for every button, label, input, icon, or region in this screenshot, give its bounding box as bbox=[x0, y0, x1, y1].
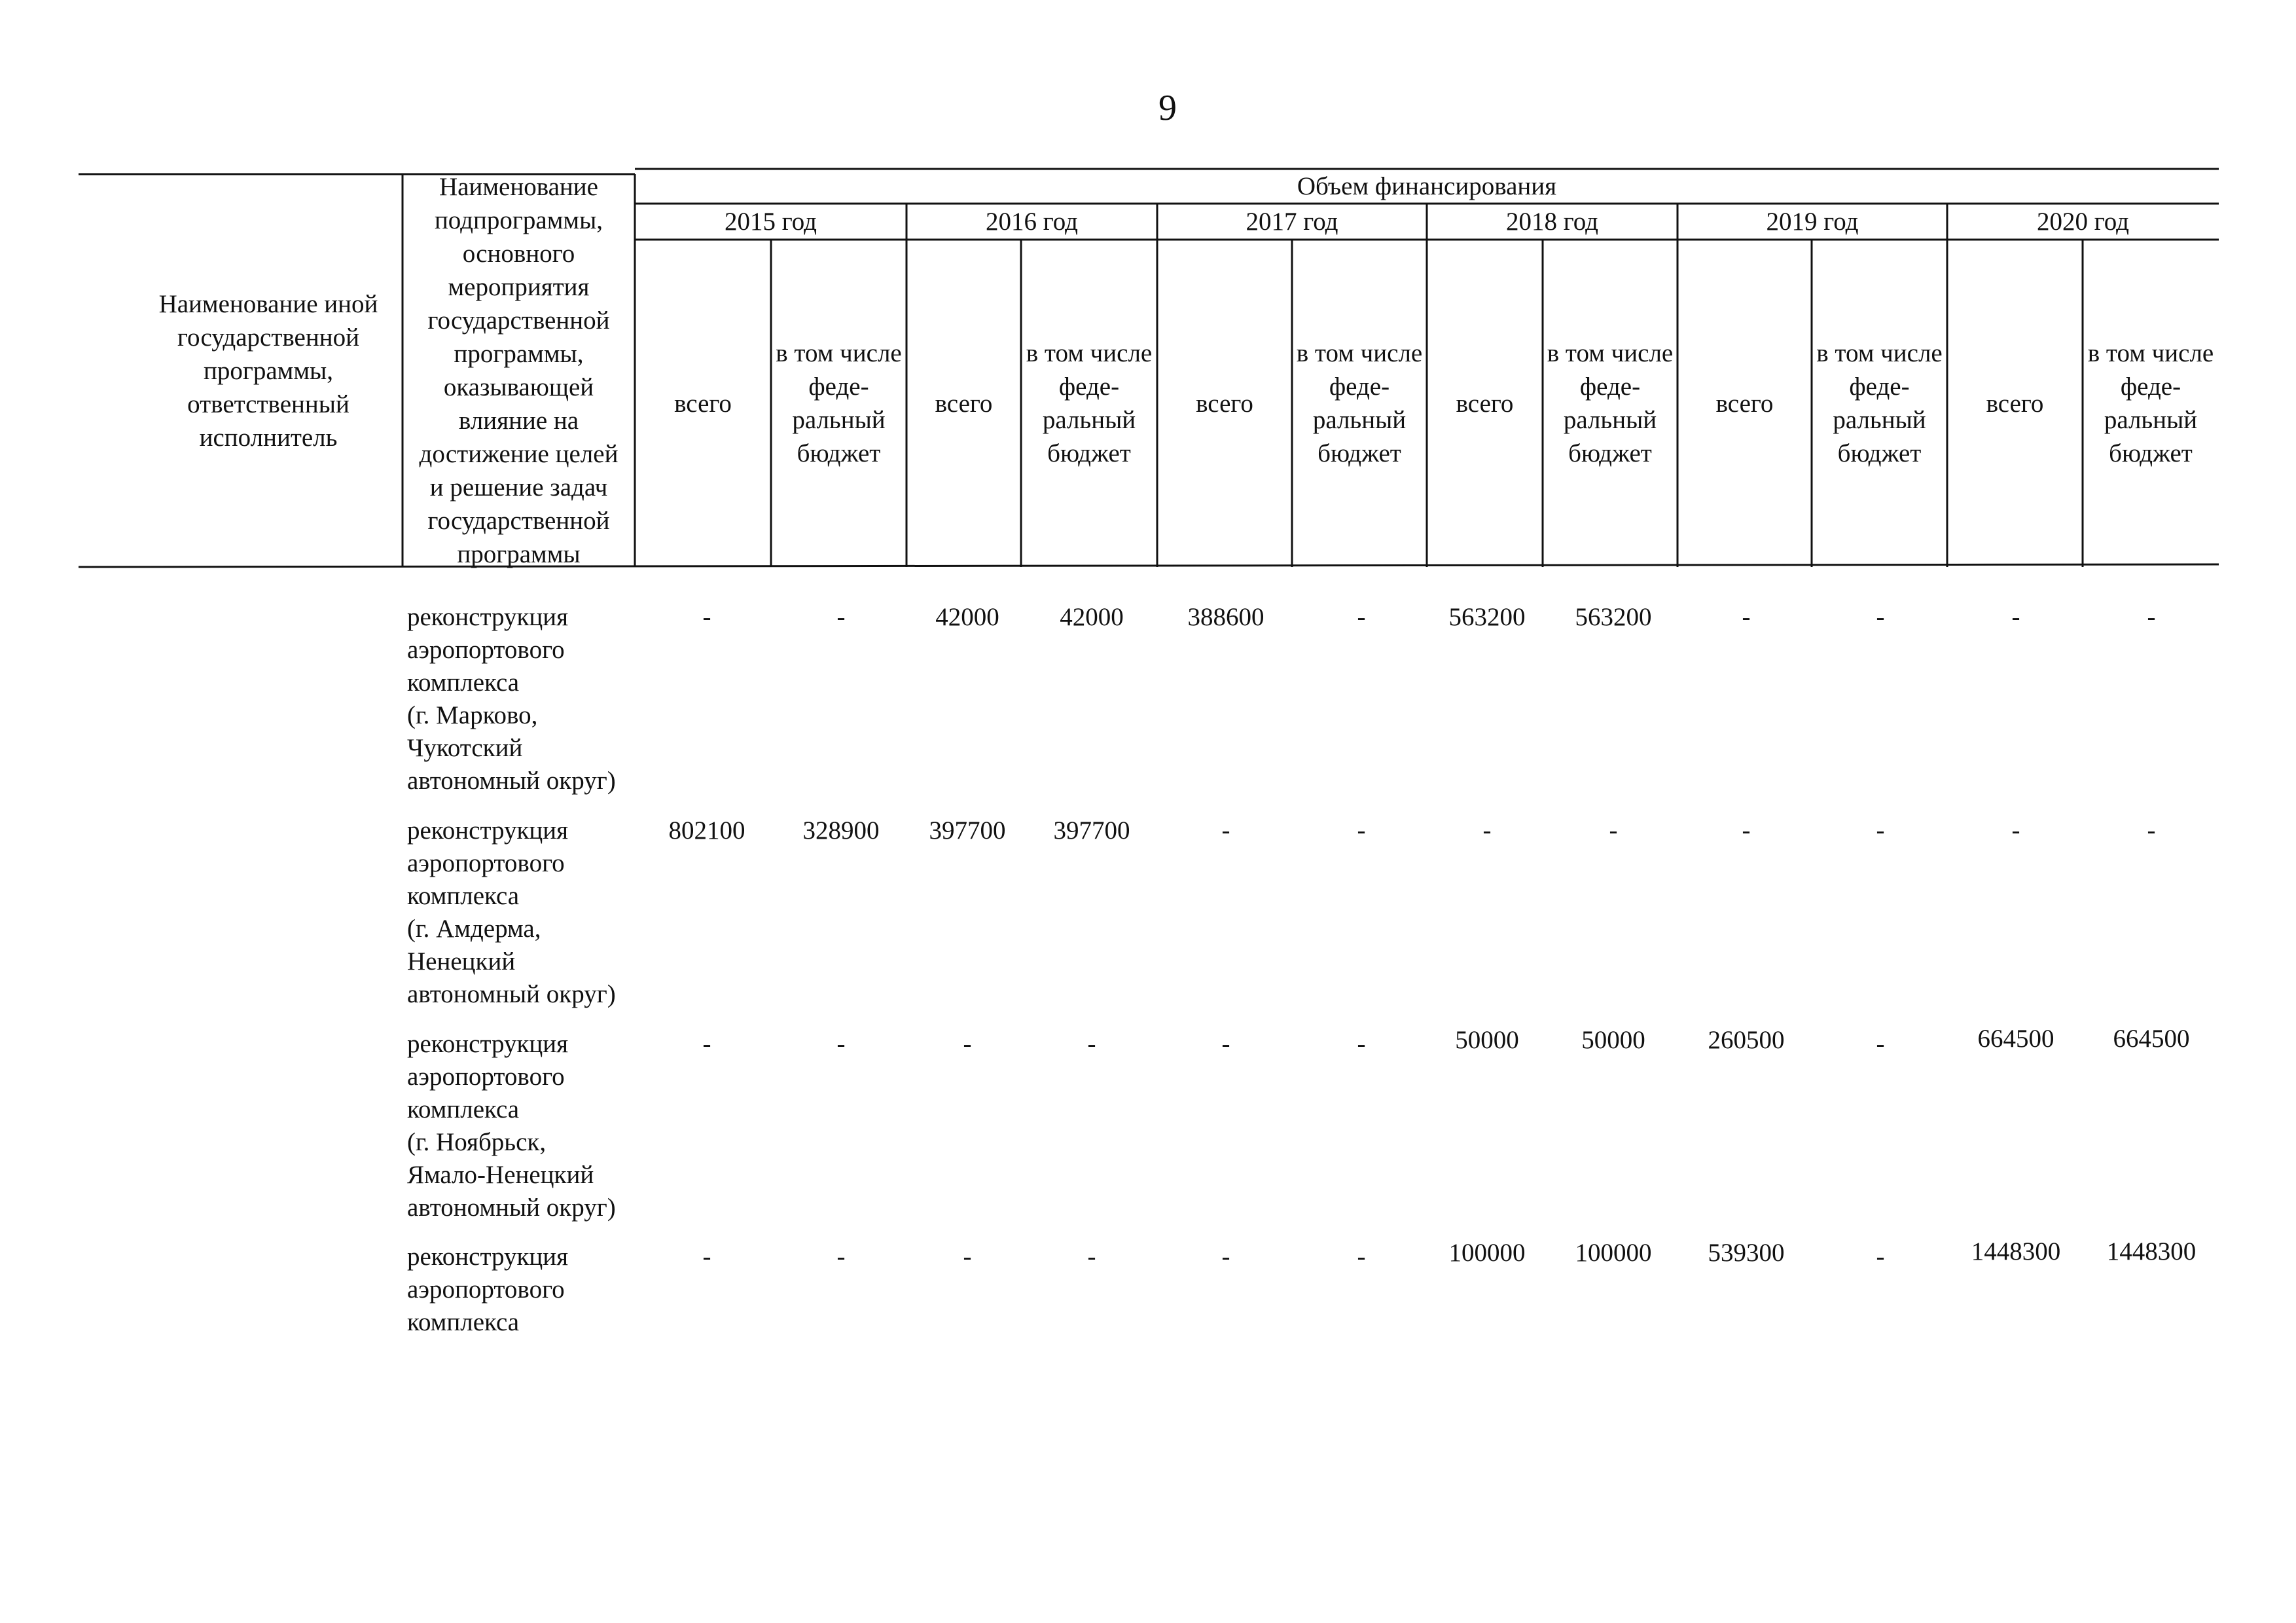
value-cell: - bbox=[2011, 603, 2020, 631]
value-cell: - bbox=[1221, 1030, 1230, 1058]
value-cell: 397700 bbox=[929, 816, 1006, 845]
value-cell: 50000 bbox=[1455, 1026, 1519, 1054]
header-program-column: Наименование иной государственной программы, ответственный исполнитель bbox=[158, 289, 378, 452]
value-cell: - bbox=[2147, 603, 2156, 631]
value-cell: - bbox=[702, 603, 711, 631]
value-cell: 664500 bbox=[1977, 1025, 2054, 1053]
value-cell: - bbox=[963, 1030, 972, 1058]
value-cell: 1448300 bbox=[1971, 1237, 2061, 1266]
table-row bbox=[0, 1237, 2296, 1336]
header-federal-2016: в том числе феде- ральный бюджет bbox=[1026, 339, 1153, 467]
header-total-2017: всего bbox=[1196, 389, 1253, 418]
header-year-2016: 2016 год bbox=[986, 208, 1078, 236]
value-cell: - bbox=[1876, 1030, 1885, 1058]
value-cell: - bbox=[1742, 816, 1751, 845]
header-year-2019: 2019 год bbox=[1766, 208, 1859, 236]
value-cell: - bbox=[1357, 603, 1366, 631]
value-cell: - bbox=[1357, 1243, 1366, 1271]
header-federal-2017: в том числе феде- ральный бюджет bbox=[1296, 339, 1423, 467]
header-year-2018: 2018 год bbox=[1506, 208, 1598, 236]
table-row bbox=[0, 1025, 2296, 1222]
value-cell: 100000 bbox=[1448, 1239, 1526, 1267]
value-cell: - bbox=[702, 1030, 711, 1058]
value-cell: - bbox=[1876, 603, 1885, 631]
value-cell: - bbox=[1609, 816, 1618, 845]
value-cell: 50000 bbox=[1581, 1026, 1645, 1054]
header-total-2015: всего bbox=[674, 389, 732, 418]
value-cell: - bbox=[1221, 1243, 1230, 1271]
header-federal-2018: в том числе феде- ральный бюджет bbox=[1547, 339, 1674, 467]
header-year-2015: 2015 год bbox=[725, 208, 817, 236]
value-cell: - bbox=[1876, 1243, 1885, 1271]
header-total-2020: всего bbox=[1986, 389, 2044, 418]
table-row bbox=[0, 814, 2296, 1008]
header-total-2016: всего bbox=[935, 389, 993, 418]
value-cell: 539300 bbox=[1708, 1239, 1785, 1267]
value-cell: 563200 bbox=[1575, 603, 1652, 631]
header-subprogram-column: Наименование подпрограммы, основного мероприятия государственной программы, оказывающей влияние на достижение целей и решение задач государственной программы bbox=[419, 173, 619, 568]
header-funding: Объем финансирования bbox=[1297, 172, 1557, 200]
value-cell: - bbox=[1087, 1030, 1096, 1058]
value-cell: - bbox=[1876, 816, 1885, 845]
value-cell: - bbox=[1742, 603, 1751, 631]
value-cell: - bbox=[1357, 816, 1366, 845]
value-cell: - bbox=[963, 1243, 972, 1271]
value-cell: - bbox=[1087, 1243, 1096, 1271]
page-number: 9 bbox=[1158, 88, 1177, 128]
header-year-2017: 2017 год bbox=[1246, 208, 1338, 236]
value-cell: - bbox=[1357, 1030, 1366, 1058]
table-row bbox=[0, 601, 2296, 795]
value-cell: 328900 bbox=[802, 816, 880, 845]
row-name: реконструкция аэропортового комплекса (г. Ноябрьск, Ямало-Ненецкий автономный округ) bbox=[407, 1030, 616, 1222]
value-cell: 100000 bbox=[1575, 1239, 1652, 1267]
value-cell: 260500 bbox=[1708, 1026, 1785, 1054]
value-cell: 1448300 bbox=[2106, 1237, 2197, 1266]
value-cell: - bbox=[836, 1030, 846, 1058]
value-cell: 563200 bbox=[1448, 603, 1526, 631]
value-cell: - bbox=[2147, 816, 2156, 845]
header-total-2018: всего bbox=[1456, 389, 1514, 418]
value-cell: - bbox=[2011, 816, 2020, 845]
value-cell: 388600 bbox=[1187, 603, 1265, 631]
value-cell: 664500 bbox=[2113, 1025, 2190, 1053]
header-federal-2019: в том числе феде- ральный бюджет bbox=[1816, 339, 1943, 467]
value-cell: 42000 bbox=[935, 603, 999, 631]
row-name: реконструкция аэропортового комплекса (г. Амдерма, Ненецкий автономный округ) bbox=[407, 816, 616, 1008]
value-cell: 397700 bbox=[1053, 816, 1130, 845]
value-cell: - bbox=[1221, 816, 1230, 845]
value-cell: - bbox=[836, 603, 846, 631]
value-cell: 42000 bbox=[1060, 603, 1124, 631]
header-federal-2015: в том числе феде- ральный бюджет bbox=[776, 339, 902, 467]
value-cell: - bbox=[836, 1243, 846, 1271]
value-cell: 802100 bbox=[668, 816, 745, 845]
header-total-2019: всего bbox=[1715, 389, 1774, 418]
value-cell: - bbox=[1482, 816, 1492, 845]
header-federal-2020: в том числе феде- ральный бюджет bbox=[2087, 339, 2214, 467]
row-name: реконструкция аэропортового комплекса (г. Марково, Чукотский автономный округ) bbox=[407, 603, 616, 795]
header-year-2020: 2020 год bbox=[2037, 208, 2129, 236]
row-name: реконструкция аэропортового комплекса bbox=[407, 1243, 569, 1336]
value-cell: - bbox=[702, 1243, 711, 1271]
